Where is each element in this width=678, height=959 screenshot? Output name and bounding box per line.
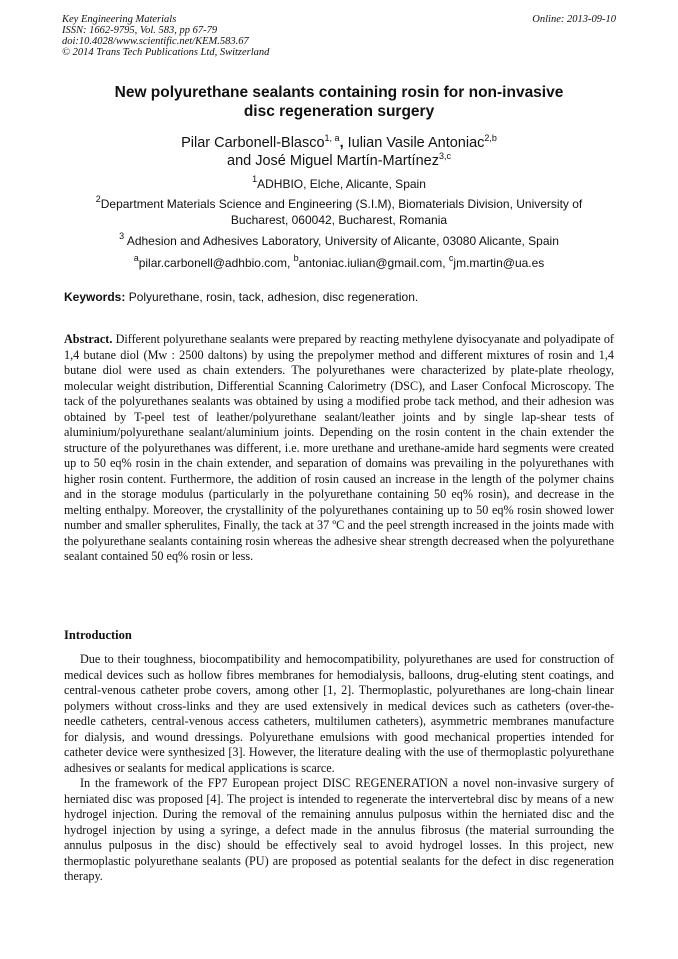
- journal-name: Key Engineering Materials: [62, 14, 177, 25]
- author-separator: ,: [339, 135, 344, 151]
- issn-line: ISSN: 1662-9795, Vol. 583, pp 67-79: [62, 25, 218, 36]
- author-1-name: Pilar Carbonell-Blasco: [181, 135, 325, 151]
- keywords-label: Keywords:: [64, 290, 126, 304]
- email-a: pilar.carbonell@adhbio.com,: [138, 256, 294, 270]
- email-a-sup: a: [133, 253, 139, 263]
- authors-line-1: [60, 134, 618, 152]
- title-line-1: New polyurethane sealants containing rosin for non-invasive: [114, 84, 564, 101]
- introduction-heading: Introduction: [64, 628, 132, 642]
- email-c: jm.martin@ua.es: [453, 256, 545, 270]
- author-1-sup: 1, a: [324, 133, 340, 143]
- author-and: and: [227, 153, 256, 169]
- email-c-sup: c: [448, 253, 454, 263]
- affiliation-2-sup: 2: [95, 194, 101, 204]
- email-b-sup: b: [293, 253, 299, 263]
- keywords: [64, 290, 614, 305]
- affiliation-2: [80, 196, 598, 228]
- author-2-sup: 2,b: [484, 133, 497, 143]
- email-b: antoniac.iulian@gmail.com,: [298, 256, 449, 270]
- abstract-text: Different polyurethane sealants were prepared by reacting methylene dyisocyanate and polyadipate of 1,4 butane diol (Mw : 2500 daltons) by using the prepolymer method and different mixtures of rosin and 1,4 butane diol were used as chain extenders. The polyurethanes were characterized by plate-plate rheology, molecular weight distribution, Differential Scanning Calorimetry (DSC), and Laser Confocal Microscopy. The tack of the polyurethanes sealants was obtained by using a modified probe tack method, and their adhesion was obtained by T-peel test of leather/polyurethane sealant/leather joints and by single lap-shear tests of aluminium/polyurethane sealant/aluminium joints. Depending on the rosin content in the chain extender the structure of the polyurethanes was different, i.e. more urethane and urethane-amide hard segments were created up to 50 eq% rosin in the chain extender, and separation of domains was prevailing in the polyurethanes with higher rosin content. Furthermore, the addition of rosin caused an increase in the length of the polymer chains and in the storage modulus (particularly in the polyurethane containing 50 eq% rosin), and decrease in the melting enthalpy. Moreover, the crystallinity of the polyurethanes containing up to 50 eq% rosin showed lower number and smaller spherulites, Finally, the tack at 37 ºC and the peel strength increased in the joints made with the polyurethane sealants containing rosin whereas the adhesive shear strength decreased when the polyurethane sealant contained 50 eq% rosin or less.: [64, 332, 614, 563]
- affiliation-1-text: ADHBIO, Elche, Alicante, Spain: [257, 177, 426, 191]
- author-3-sup: 3,c: [438, 151, 451, 161]
- affiliation-3: [70, 233, 608, 249]
- affiliation-3-sup: 3: [119, 231, 125, 241]
- author-2-name: Iulian Vasile Antoniac: [343, 135, 485, 151]
- copyright-line: © 2014 Trans Tech Publications Ltd, Switzerland: [62, 47, 270, 58]
- keywords-text: Polyurethane, rosin, tack, adhesion, disc regeneration.: [125, 290, 419, 304]
- intro-paragraph-1: Due to their toughness, biocompatibility and hemocompatibility, polyurethanes are used for construction of medical devices such as hollow fibres membranes for hemodialysis, balloons, drug-eluting stent coatings, and central-venous catheter probe covers, among other [1, 2]. Thermoplastic, polyurethanes are long-chain linear polymers without cross-links and they are used extensively in medical devices such as catheters (over-the-needle catheters, central-venous access catheters, multilumen catheters), asymmetric membranes manufacture for dialysis, and wound dressings. Polyurethane emulsions with good mechanical properties intended for catheter device were synthesized [3]. However, the literature dealing with the use of thermoplastic polyurethane adhesives or sealants for medical applications is scarce.: [64, 652, 614, 775]
- abstract-label: Abstract.: [64, 332, 113, 346]
- introduction-body: [64, 652, 614, 885]
- title-line-2: disc regeneration surgery: [243, 103, 435, 120]
- author-emails: [70, 255, 608, 271]
- affiliation-1: [70, 176, 608, 192]
- author-3-name: José Miguel Martín-Martínez: [255, 153, 439, 169]
- author-list: [60, 134, 618, 170]
- paper-title: [90, 83, 588, 121]
- affiliation-2-text: Department Materials Science and Engineering (S.I.M), Biomaterials Division, University of Bucharest, 060042, Bucharest, Romania: [100, 197, 583, 227]
- intro-paragraph-2: In the framework of the FP7 European project DISC REGENERATION a novel non-invasive surgery of herniated disc was proposed [4]. The project is intended to regenerate the intervertebral disc by means of a new hydrogel injection. During the removal of the remaining annulus pulposus within the herniated disc and the hydrogel injection by using a syringe, a defect made in the annulus fibrosus (the material surrounding the annulus pulposus in the disc) should be effectively seal to avoid hydrogel losses. In this project, new thermoplastic polyurethane sealants (PU) are proposed as potential sealants for the defect in disc regeneration therapy.: [64, 776, 614, 883]
- affiliation-3-text: Adhesion and Adhesives Laboratory, University of Alicante, 03080 Alicante, Spain: [124, 234, 559, 248]
- abstract: [64, 332, 614, 565]
- affiliation-1-sup: 1: [252, 174, 258, 184]
- authors-line-2: [60, 152, 618, 170]
- doi-line: doi:10.4028/www.scientific.net/KEM.583.67: [62, 36, 249, 47]
- journal-header: [62, 14, 616, 58]
- online-date: Online: 2013-09-10: [532, 14, 616, 25]
